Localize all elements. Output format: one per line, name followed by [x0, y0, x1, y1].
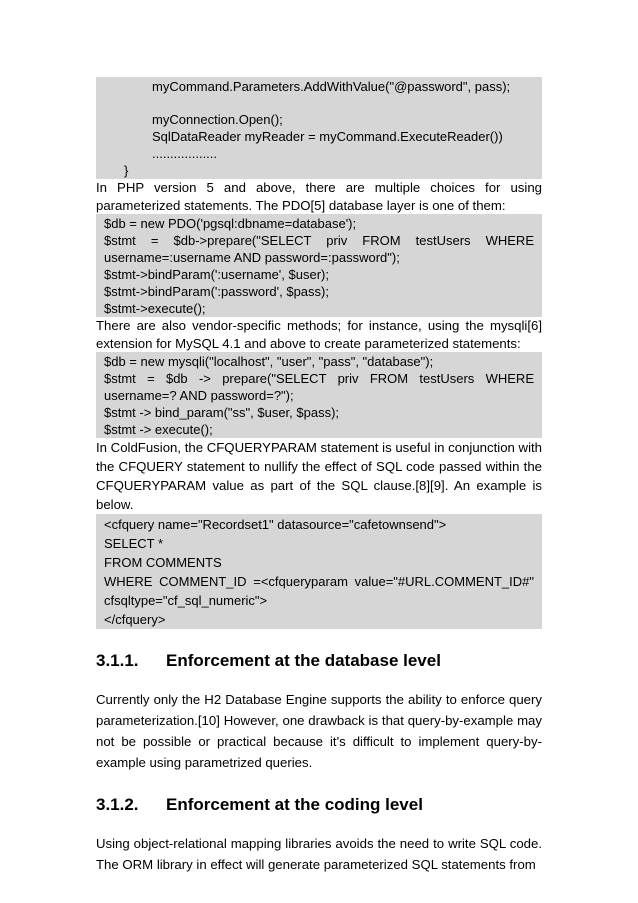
code-line: $stmt -> execute(); — [104, 422, 213, 437]
code-line: SELECT * — [104, 536, 164, 551]
code-line: username=? AND password=?"); — [104, 388, 294, 403]
section-heading-database-level — [96, 651, 542, 671]
code-line: $stmt->execute(); — [104, 301, 206, 316]
code-line: <cfquery name="Recordset1" datasource="cafetownsend"> — [104, 517, 447, 532]
code-line: username=:username AND password=:password"); — [104, 250, 400, 265]
code-line: $stmt = $db -> prepare("SELECT priv FROM testUsers WHERE — [104, 371, 534, 386]
paragraph-database-level: Currently only the H2 Database Engine supports the ability to enforce query parameterization.[10] However, one drawback is that query-by-example may not be possible or practical because it's difficult to implement query-by-example using parametrized queries. — [96, 692, 542, 770]
section-heading-coding-level — [96, 795, 542, 815]
code-line: myCommand.Parameters.AddWithValue("@password", pass); — [152, 79, 511, 94]
code-line: </cfquery> — [104, 612, 166, 627]
code-block-mysqli — [96, 352, 542, 438]
code-line: WHERE COMMENT_ID =<cfqueryparam value="#URL.COMMENT_ID#" — [104, 574, 534, 589]
code-block-pdo — [96, 214, 542, 317]
code-line: myConnection.Open(); — [152, 112, 283, 127]
code-line: $stmt -> bind_param("ss", $user, $pass); — [104, 405, 340, 420]
code-block-cfquery — [96, 514, 542, 629]
code-line: FROM COMMENTS — [104, 555, 222, 570]
document-page — [96, 77, 542, 875]
section-title: Enforcement at the database level — [166, 651, 441, 670]
paragraph-coding-level: Using object-relational mapping libraries avoids the need to write SQL code. The ORM library in effect will generate parameterized SQL statements from — [96, 836, 542, 872]
paragraph-coldfusion: In ColdFusion, the CFQUERYPARAM statement is useful in conjunction with the CFQUERY statement to nullify the effect of SQL code passed within the CFQUERYPARAM value as part of the SQL clause.[8][9]. An example is below. — [96, 440, 542, 512]
code-block-csharp — [96, 77, 542, 179]
code-line: $db = new PDO('pgsql:dbname=database'); — [104, 216, 357, 231]
code-line: cfsqltype="cf_sql_numeric"> — [104, 593, 268, 608]
code-line: $db = new mysqli("localhost", "user", "pass", "database"); — [104, 354, 434, 369]
paragraph-mysqli: There are also vendor-specific methods; for instance, using the mysqli[6] extension for MySQL 4.1 and above to create parameterized statements: — [96, 318, 542, 351]
code-line: $stmt->bindParam(':password', $pass); — [104, 284, 329, 299]
code-line: $stmt = $db->prepare("SELECT priv FROM testUsers WHERE — [104, 233, 534, 248]
code-line: SqlDataReader myReader = myCommand.ExecuteReader()) — [152, 129, 503, 144]
code-line: } — [124, 163, 129, 178]
paragraph-php: In PHP version 5 and above, there are multiple choices for using parameterized statements. The PDO[5] database layer is one of them: — [96, 180, 542, 213]
section-number: 3.1.2. — [96, 795, 139, 814]
code-line: $stmt->bindParam(':username', $user); — [104, 267, 329, 282]
code-line: .................. — [152, 146, 218, 161]
section-number: 3.1.1. — [96, 651, 139, 670]
section-title: Enforcement at the coding level — [166, 795, 423, 814]
